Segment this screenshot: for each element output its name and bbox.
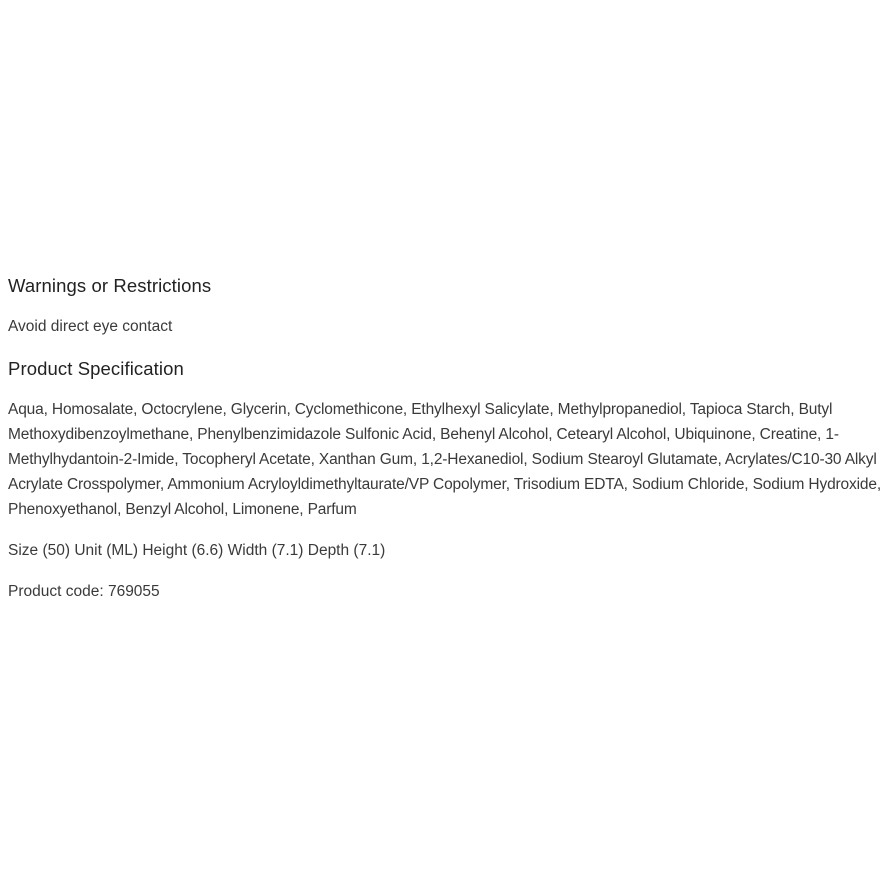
specification-heading: Product Specification [8,358,184,379]
warnings-heading: Warnings or Restrictions [8,275,212,296]
product-dimensions: Size (50) Unit (ML) Height (6.6) Width (7.1) Depth (7.1) [8,542,386,559]
product-code: Product code: 769055 [8,583,160,600]
warnings-text: Avoid direct eye contact [8,318,173,335]
ingredients-list: Aqua, Homosalate, Octocrylene, Glycerin, Cyclomethicone, Ethylhexyl Salicylate, Methylpropanediol, Tapioca Starch, Butyl Methoxydibenzoylmethane, Phenylbenzimidazole Sulfonic Acid, Behenyl Alcohol, Cetearyl Alcohol, Ubiquinone, Creatine, 1-Methylhydantoin-2-Imide, Tocopheryl Acetate, Xanthan Gum, 1,2-Hexanediol, Sodium Stearoyl Glutamate, Acrylates/C10-30 Alkyl Acrylate Crosspolymer, Ammonium Acryloyldimethyltaurate/VP Copolymer, Trisodium EDTA, Sodium Chloride, Sodium Hydroxide, Phenoxyethanol, Benzyl Alcohol, Limonene, Parfum [8,401,882,518]
product-details [8,274,884,604]
